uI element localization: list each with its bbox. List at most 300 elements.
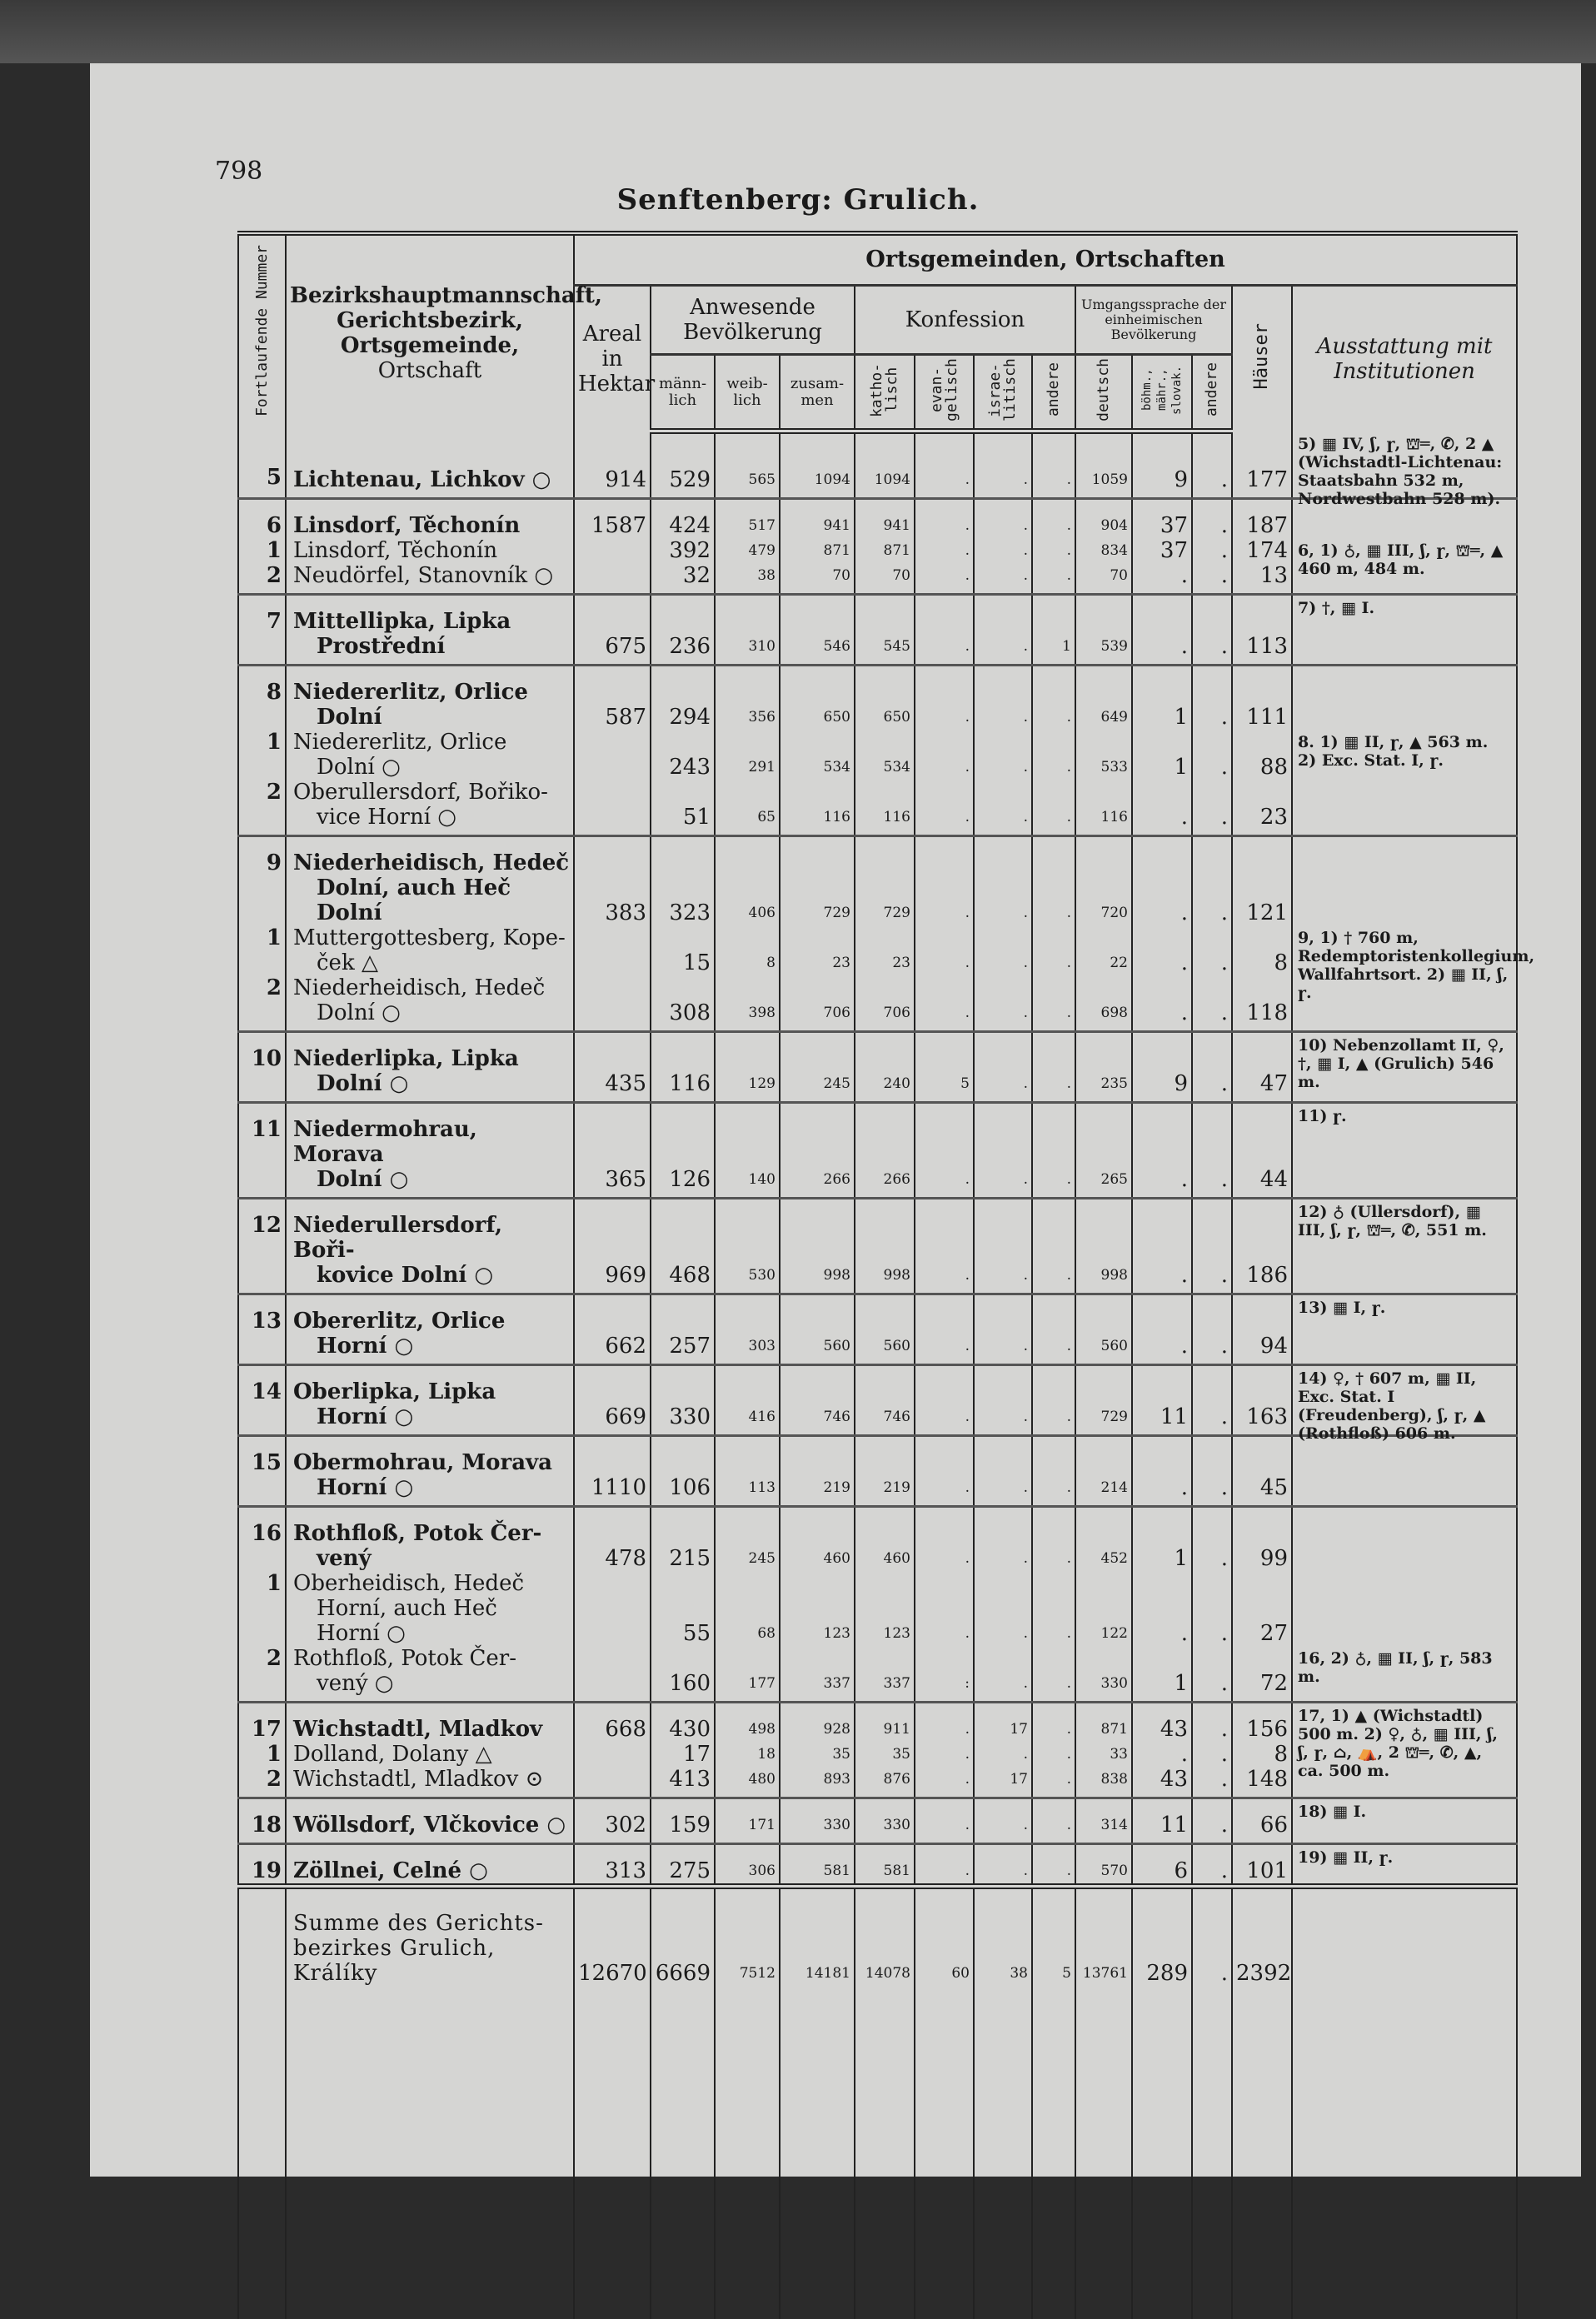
cell-equipment — [1292, 1507, 1517, 1572]
cell-german: 904 — [1075, 499, 1132, 539]
cell-equipment — [1292, 1436, 1517, 1507]
table-body — [238, 431, 1517, 2319]
cell-czech: 1 — [1132, 1507, 1192, 1572]
cell-other-confession: . — [1032, 836, 1075, 926]
cell-israelite: 38 — [974, 1887, 1032, 1987]
cell-total: 560 — [780, 1294, 855, 1365]
header-language: Umgangssprache der einheimischen Bevölkerung — [1075, 286, 1232, 355]
place-name-line: Summe des Gerichts- — [293, 1911, 570, 1936]
cell-catholic: 871 — [855, 538, 915, 563]
cell-houses: 177 — [1232, 431, 1292, 499]
cell-other-language: . — [1192, 1844, 1232, 1887]
cell-male: 257 — [651, 1294, 715, 1365]
cell-other-confession: . — [1032, 1844, 1075, 1887]
cell-female: 8 — [715, 925, 780, 975]
cell-equipment — [1292, 1767, 1517, 1798]
cell-catholic: 729 — [855, 836, 915, 926]
place-name-line: Horní ○ — [293, 1334, 570, 1359]
cell-czech: 9 — [1132, 431, 1192, 499]
cell-israelite: . — [974, 975, 1032, 1032]
cell-houses: 2392 — [1232, 1887, 1292, 1987]
cell-other-language: . — [1192, 1646, 1232, 1703]
cell-catholic: 460 — [855, 1507, 915, 1572]
cell-israelite: . — [974, 563, 1032, 595]
cell-evangelical: . — [915, 730, 974, 780]
cell-israelite: . — [974, 1742, 1032, 1767]
cell-male: 159 — [651, 1798, 715, 1844]
table-row — [238, 1844, 1517, 1887]
place-name — [286, 499, 574, 539]
equipment-note: 6, 1) ♁, ▦ III, ʃ, ɼ, ⛫═, ▲ 460 m, 484 m. — [1298, 541, 1510, 578]
place-name-line: Mittellipka, Lipka — [293, 609, 570, 634]
place-name-line: vený — [293, 1546, 570, 1571]
cell-male: 55 — [651, 1571, 715, 1646]
header-equipment: Ausstattung mit Institutionen — [1292, 286, 1517, 431]
table-row — [238, 730, 1517, 780]
cell-evangelical: . — [915, 1703, 974, 1743]
cell-evangelical: . — [915, 925, 974, 975]
cell-male: 106 — [651, 1436, 715, 1507]
cell-other-confession: . — [1032, 925, 1075, 975]
cell-houses: 27 — [1232, 1571, 1292, 1646]
cell-german: 13761 — [1075, 1887, 1132, 1987]
cell-czech: . — [1132, 1436, 1192, 1507]
cell-catholic: 545 — [855, 595, 915, 666]
place-name-line: Niederullersdorf, Boři- — [293, 1213, 570, 1263]
cell-equipment — [1292, 780, 1517, 836]
place-name-line: Wichstadtl, Mladkov — [293, 1717, 570, 1742]
cell-other-language: . — [1192, 1199, 1232, 1294]
cell-czech: 9 — [1132, 1032, 1192, 1103]
cell-evangelical: . — [915, 538, 974, 563]
cell-evangelical: . — [915, 431, 974, 499]
cell-total: 23 — [780, 925, 855, 975]
place-name-line: Neudörfel, Stanovník ○ — [293, 563, 570, 588]
equipment-note: 17, 1) ▲ (Wichstadtl) 500 m. 2) ♀, ♁, ▦ III, ʃ, ʃ, ɼ, ⌂, ⛺, 2 ⛫═, ✆, ▲, ca. 500 m. — [1298, 1707, 1510, 1780]
cell-catholic: 534 — [855, 730, 915, 780]
cell-areal: 669 — [574, 1365, 651, 1436]
place-name-line: bezirkes Grulich, Králíky — [293, 1936, 570, 1986]
cell-czech: 1 — [1132, 1646, 1192, 1703]
cell-evangelical: . — [915, 836, 974, 926]
cell-areal — [574, 538, 651, 563]
cell-male: 294 — [651, 666, 715, 731]
empty-cell — [1192, 1986, 1232, 2319]
cell-german: 214 — [1075, 1436, 1132, 1507]
place-name — [286, 595, 574, 666]
cell-catholic: 330 — [855, 1798, 915, 1844]
cell-male: 430 — [651, 1703, 715, 1743]
table-row — [238, 1032, 1517, 1103]
cell-czech: . — [1132, 836, 1192, 926]
cell-houses: 118 — [1232, 975, 1292, 1032]
cell-equipment — [1292, 730, 1517, 780]
cell-total: 266 — [780, 1103, 855, 1199]
table-row — [238, 1507, 1517, 1572]
cell-total: 219 — [780, 1436, 855, 1507]
cell-total: 706 — [780, 975, 855, 1032]
cell-evangelical: . — [915, 1742, 974, 1767]
cell-female: 38 — [715, 563, 780, 595]
row-number: 15 — [238, 1436, 286, 1507]
cell-houses: 88 — [1232, 730, 1292, 780]
cell-other-confession: . — [1032, 1294, 1075, 1365]
cell-male: 116 — [651, 1032, 715, 1103]
cell-israelite: . — [974, 780, 1032, 836]
statistics-table — [237, 231, 1518, 2319]
cell-catholic: 706 — [855, 975, 915, 1032]
cell-areal: 302 — [574, 1798, 651, 1844]
cell-other-confession: . — [1032, 1646, 1075, 1703]
place-name — [286, 925, 574, 975]
cell-areal: 1110 — [574, 1436, 651, 1507]
equipment-note: 10) Nebenzollamt II, ♀, †, ▦ I, ▲ (Grulich) 546 m. — [1298, 1036, 1510, 1091]
cell-total: 35 — [780, 1742, 855, 1767]
cell-german: 122 — [1075, 1571, 1132, 1646]
cell-areal — [574, 563, 651, 595]
cell-houses: 156 — [1232, 1703, 1292, 1743]
cell-czech: 6 — [1132, 1844, 1192, 1887]
place-name-line: Muttergottesberg, Kope- — [293, 925, 570, 950]
empty-cell — [974, 1986, 1032, 2319]
row-number: 12 — [238, 1199, 286, 1294]
cell-german: 265 — [1075, 1103, 1132, 1199]
cell-houses: 113 — [1232, 595, 1292, 666]
cell-equipment — [1292, 499, 1517, 539]
equipment-note: 13) ▦ I, ɼ. — [1298, 1299, 1510, 1317]
cell-catholic: 14078 — [855, 1887, 915, 1987]
cell-total: 460 — [780, 1507, 855, 1572]
cell-equipment — [1292, 563, 1517, 595]
place-name — [286, 1294, 574, 1365]
cell-houses: 8 — [1232, 1742, 1292, 1767]
cell-areal: 1587 — [574, 499, 651, 539]
cell-male: 215 — [651, 1507, 715, 1572]
header-total: zusam-men — [780, 355, 855, 431]
cell-czech: 1 — [1132, 730, 1192, 780]
cell-houses: 94 — [1232, 1294, 1292, 1365]
equipment-note: 12) ♁ (Ullersdorf), ▦ III, ʃ, ɼ, ⛫═, ✆, 551 m. — [1298, 1203, 1510, 1239]
place-name — [286, 836, 574, 926]
place-name — [286, 780, 574, 836]
cell-german: 22 — [1075, 925, 1132, 975]
cell-total: 337 — [780, 1646, 855, 1703]
cell-catholic: 560 — [855, 1294, 915, 1365]
place-name — [286, 1507, 574, 1572]
cell-catholic: 219 — [855, 1436, 915, 1507]
cell-houses: 72 — [1232, 1646, 1292, 1703]
cell-other-language: . — [1192, 595, 1232, 666]
cell-equipment — [1292, 666, 1517, 731]
cell-female: 310 — [715, 595, 780, 666]
cell-male: 17 — [651, 1742, 715, 1767]
cell-total: 1094 — [780, 431, 855, 499]
cell-female: 18 — [715, 1742, 780, 1767]
cell-female: 68 — [715, 1571, 780, 1646]
cell-male: 323 — [651, 836, 715, 926]
cell-israelite: . — [974, 1507, 1032, 1572]
place-name — [286, 1365, 574, 1436]
cell-israelite: . — [974, 595, 1032, 666]
cell-houses: 186 — [1232, 1199, 1292, 1294]
place-name — [286, 1436, 574, 1507]
header-areal: Areal in Hektar — [574, 286, 651, 431]
cell-evangelical: . — [915, 563, 974, 595]
cell-other-language: . — [1192, 1703, 1232, 1743]
cell-israelite: . — [974, 1436, 1032, 1507]
table-row — [238, 499, 1517, 539]
cell-catholic: 116 — [855, 780, 915, 836]
cell-israelite: . — [974, 1798, 1032, 1844]
cell-female: 306 — [715, 1844, 780, 1887]
cell-catholic: 1094 — [855, 431, 915, 499]
cell-german: 560 — [1075, 1294, 1132, 1365]
cell-female: 113 — [715, 1436, 780, 1507]
cell-male: 468 — [651, 1199, 715, 1294]
empty-cell — [651, 1986, 715, 2319]
cell-male: 392 — [651, 538, 715, 563]
row-number: 2 — [238, 975, 286, 1032]
cell-german: 330 — [1075, 1646, 1132, 1703]
cell-evangelical: . — [915, 499, 974, 539]
row-number: 16 — [238, 1507, 286, 1572]
cell-houses: 66 — [1232, 1798, 1292, 1844]
place-name-line: Dolní ○ — [293, 755, 570, 780]
cell-female: 65 — [715, 780, 780, 836]
cell-other-confession: . — [1032, 975, 1075, 1032]
cell-other-language: . — [1192, 1365, 1232, 1436]
cell-czech: . — [1132, 925, 1192, 975]
equipment-note: 5) ▦ IV, ʃ, ɼ, ⛫═, ✆, 2 ▲ (Wichstadtl-Lichtenau: Staatsbahn 532 m, Nordwestbahn 528 m). — [1298, 435, 1510, 508]
cell-evangelical: . — [915, 780, 974, 836]
place-name-line: Linsdorf, Těchonín — [293, 538, 570, 563]
cell-other-confession: . — [1032, 1507, 1075, 1572]
cell-israelite: . — [974, 538, 1032, 563]
cell-areal — [574, 975, 651, 1032]
cell-female: 498 — [715, 1703, 780, 1743]
place-name — [286, 1767, 574, 1798]
row-number: 11 — [238, 1103, 286, 1199]
place-name-line: Horní ○ — [293, 1475, 570, 1500]
cell-equipment — [1292, 975, 1517, 1032]
cell-israelite: . — [974, 1032, 1032, 1103]
cell-total: 650 — [780, 666, 855, 731]
cell-female: 406 — [715, 836, 780, 926]
place-name — [286, 538, 574, 563]
cell-israelite: . — [974, 925, 1032, 975]
cell-other-confession: . — [1032, 730, 1075, 780]
cell-areal: 969 — [574, 1199, 651, 1294]
row-number: 17 — [238, 1703, 286, 1743]
cell-evangelical: . — [915, 1365, 974, 1436]
row-number: 14 — [238, 1365, 286, 1436]
cell-equipment — [1292, 1571, 1517, 1646]
cell-catholic: 581 — [855, 1844, 915, 1887]
cell-czech: 43 — [1132, 1767, 1192, 1798]
cell-total: 729 — [780, 836, 855, 926]
empty-cell — [1075, 1986, 1132, 2319]
cell-houses: 99 — [1232, 1507, 1292, 1572]
equipment-note: 16, 2) ♁, ▦ II, ʃ, ɼ, 583 m. — [1298, 1649, 1510, 1686]
cell-israelite: . — [974, 666, 1032, 731]
cell-other-confession: . — [1032, 1571, 1075, 1646]
cell-israelite: . — [974, 1199, 1032, 1294]
cell-evangelical: . — [915, 1571, 974, 1646]
row-number: 2 — [238, 563, 286, 595]
cell-other-confession: 5 — [1032, 1887, 1075, 1987]
header-catholic: katho-lisch — [855, 355, 915, 431]
equipment-note: 19) ▦ II, ɼ. — [1298, 1848, 1510, 1867]
cell-equipment — [1292, 925, 1517, 975]
header-other-confession: andere — [1032, 355, 1075, 431]
empty-cell — [574, 1986, 651, 2319]
cell-evangelical: . — [915, 1103, 974, 1199]
table-row — [238, 1294, 1517, 1365]
place-name-line: Dolland, Dolany △ — [293, 1742, 570, 1767]
place-name — [286, 1199, 574, 1294]
cell-equipment — [1292, 1887, 1517, 1987]
place-name — [286, 1703, 574, 1743]
cell-total: 116 — [780, 780, 855, 836]
row-number: 18 — [238, 1798, 286, 1844]
cell-german: 698 — [1075, 975, 1132, 1032]
cell-equipment — [1292, 1703, 1517, 1743]
table-row — [238, 1798, 1517, 1844]
row-number: 2 — [238, 1767, 286, 1798]
place-name-line: Oberullersdorf, Bořiko- — [293, 780, 570, 805]
header-population: Anwesende Bevölkerung — [651, 286, 855, 355]
place-name-line: Dolní ○ — [293, 1167, 570, 1192]
table-row — [238, 563, 1517, 595]
cell-areal: 478 — [574, 1507, 651, 1572]
row-number: 1 — [238, 1571, 286, 1646]
row-number: 6 — [238, 499, 286, 539]
cell-other-confession: . — [1032, 1767, 1075, 1798]
page-number: 798 — [215, 157, 262, 186]
place-name-line: Lichtenau, Lichkov ○ — [293, 467, 570, 492]
cell-evangelical: . — [915, 1844, 974, 1887]
row-number: 9 — [238, 836, 286, 926]
cell-other-confession: . — [1032, 1742, 1075, 1767]
cell-total: 546 — [780, 595, 855, 666]
cell-german: 33 — [1075, 1742, 1132, 1767]
cell-female: 565 — [715, 431, 780, 499]
cell-female: 140 — [715, 1103, 780, 1199]
sum-row — [238, 1887, 1517, 1987]
cell-areal — [574, 1742, 651, 1767]
equipment-note: 7) †, ▦ I. — [1298, 599, 1510, 617]
cell-houses: 13 — [1232, 563, 1292, 595]
cell-other-confession: . — [1032, 1436, 1075, 1507]
cell-houses: 148 — [1232, 1767, 1292, 1798]
cell-total: 871 — [780, 538, 855, 563]
row-number: 19 — [238, 1844, 286, 1887]
place-name-line: Horní ○ — [293, 1404, 570, 1429]
cell-female: 7512 — [715, 1887, 780, 1987]
cell-equipment — [1292, 1742, 1517, 1767]
cell-equipment — [1292, 1103, 1517, 1199]
cell-male: 6669 — [651, 1887, 715, 1987]
cell-german: 998 — [1075, 1199, 1132, 1294]
cell-other-language: . — [1192, 538, 1232, 563]
table-row — [238, 975, 1517, 1032]
cell-other-confession: . — [1032, 499, 1075, 539]
equipment-note: 14) ♀, † 607 m, ▦ II, Exc. Stat. I (Freudenberg), ʃ, ɼ, ▲ (Rothfloß) 606 m. — [1298, 1369, 1510, 1443]
place-name-line: Niedermohrau, Morava — [293, 1117, 570, 1167]
row-number: 13 — [238, 1294, 286, 1365]
cell-equipment — [1292, 538, 1517, 563]
cell-male: 236 — [651, 595, 715, 666]
cell-czech: . — [1132, 1103, 1192, 1199]
cell-other-confession: . — [1032, 1199, 1075, 1294]
place-name-line: Prostřední — [293, 634, 570, 659]
cell-equipment — [1292, 1646, 1517, 1703]
table-row — [238, 666, 1517, 731]
cell-female: 177 — [715, 1646, 780, 1703]
place-name — [286, 1646, 574, 1703]
place-name-line: Niedererlitz, Orlice — [293, 730, 570, 755]
cell-other-confession: . — [1032, 431, 1075, 499]
row-number: 1 — [238, 925, 286, 975]
cell-german: 729 — [1075, 1365, 1132, 1436]
cell-czech: . — [1132, 1294, 1192, 1365]
place-name-line: Rothfloß, Potok Čer- — [293, 1521, 570, 1546]
place-name-line: ček △ — [293, 950, 570, 975]
header-evangelical: evan-gelisch — [915, 355, 974, 431]
cell-israelite: . — [974, 1844, 1032, 1887]
cell-other-language: . — [1192, 1507, 1232, 1572]
cell-catholic: 123 — [855, 1571, 915, 1646]
cell-israelite: . — [974, 431, 1032, 499]
place-name-line: Niederlipka, Lipka — [293, 1046, 570, 1071]
cell-other-confession: . — [1032, 1703, 1075, 1743]
place-name-line: Dolní — [293, 705, 570, 730]
cell-female: 416 — [715, 1365, 780, 1436]
place-name-line: Niedererlitz, Orlice — [293, 680, 570, 705]
cell-areal: 365 — [574, 1103, 651, 1199]
place-name — [286, 431, 574, 499]
cell-other-language: . — [1192, 563, 1232, 595]
row-number: 2 — [238, 780, 286, 836]
place-name — [286, 1103, 574, 1199]
place-name — [286, 1798, 574, 1844]
header-czech: böhm., mähr., slovak. — [1132, 355, 1192, 431]
row-number: 1 — [238, 1742, 286, 1767]
place-name — [286, 1887, 574, 1987]
cell-male: 308 — [651, 975, 715, 1032]
cell-czech: 289 — [1132, 1887, 1192, 1987]
cell-equipment — [1292, 595, 1517, 666]
cell-equipment — [1292, 1798, 1517, 1844]
table-row — [238, 836, 1517, 926]
cell-areal — [574, 1571, 651, 1646]
cell-catholic: 240 — [855, 1032, 915, 1103]
cell-other-confession: 1 — [1032, 595, 1075, 666]
place-name-line: Horní, auch Heč — [293, 1596, 570, 1621]
cell-male: 529 — [651, 431, 715, 499]
cell-czech: . — [1132, 595, 1192, 666]
cell-other-language: . — [1192, 1798, 1232, 1844]
empty-cell — [1032, 1986, 1075, 2319]
empty-cell — [238, 1986, 286, 2319]
cell-german: 834 — [1075, 538, 1132, 563]
cell-other-language: . — [1192, 1032, 1232, 1103]
row-number: 1 — [238, 538, 286, 563]
place-name-line: vice Horní ○ — [293, 805, 570, 830]
place-name-line: Oberlipka, Lipka — [293, 1379, 570, 1404]
cell-female: 171 — [715, 1798, 780, 1844]
cell-german: 539 — [1075, 595, 1132, 666]
